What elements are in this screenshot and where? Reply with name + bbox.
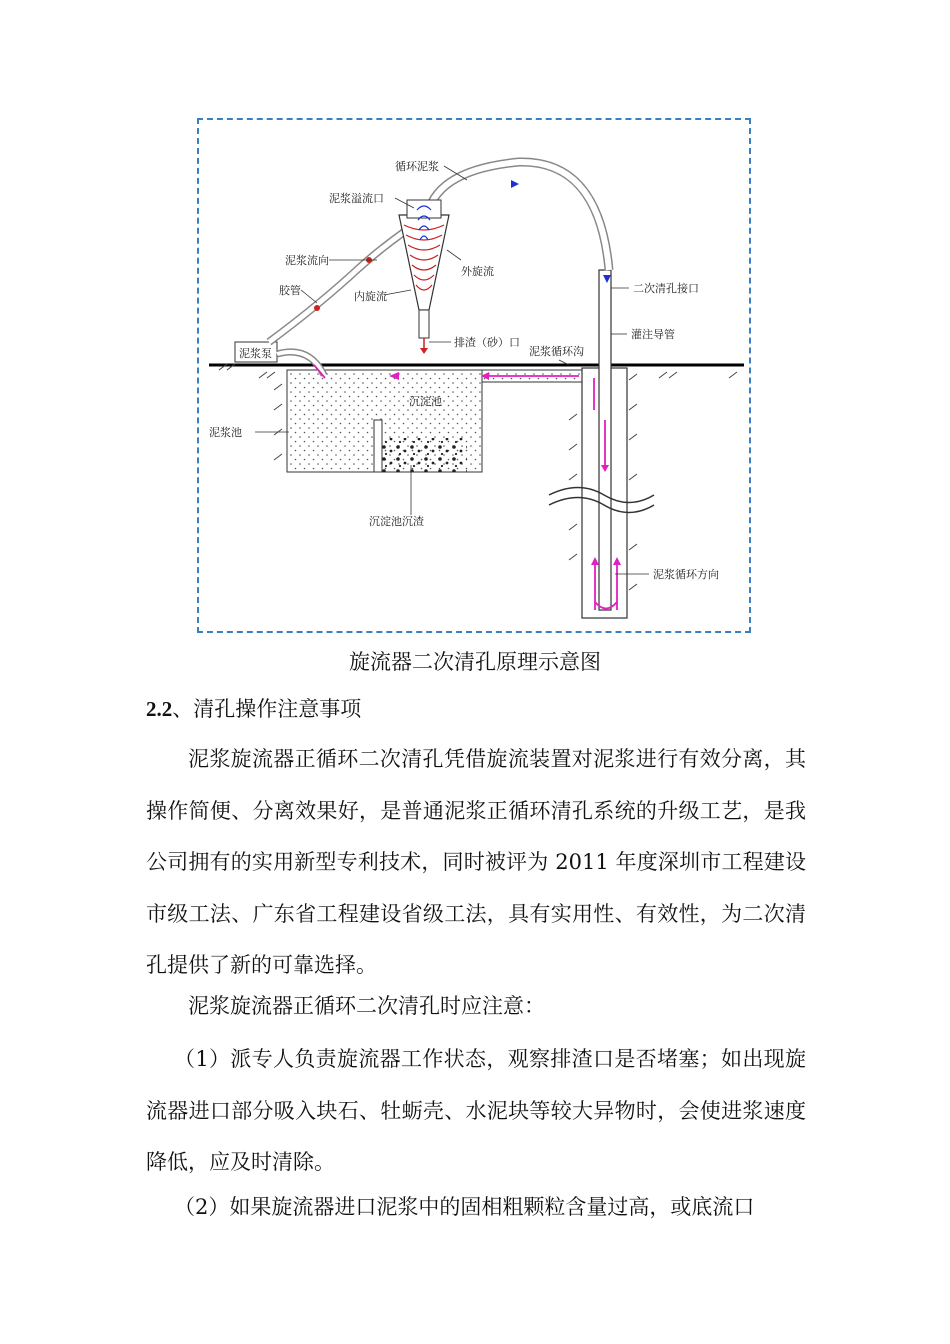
label-direction: 泥浆循环方向 — [653, 568, 719, 581]
label-channel: 泥浆循环沟 — [529, 345, 584, 358]
label-sediment: 沉淀池沉渣 — [369, 515, 424, 528]
label-tank: 泥浆池 — [209, 426, 242, 439]
label-hose: 胶管 — [279, 284, 301, 297]
section-number: 2.2 — [146, 697, 173, 721]
label-pump: 泥浆泵 — [239, 347, 272, 360]
label-discharge: 排渣（砂）口 — [454, 336, 520, 349]
paragraph-intro: 泥浆旋流器正循环二次清孔凭借旋流装置对泥浆进行有效分离，其操作简便、分离效果好，是普通泥浆正循环清孔系统的升级工艺，是我公司拥有的实用新型专利技术，同时被评为 2011 年度深圳市工程建设市级工法、广东省工程建设省级工法，具有实用性、有效性，为二次清孔提供了新的可靠选择。 — [146, 747, 806, 977]
section-title: 、清孔操作注意事项 — [172, 697, 362, 721]
label-settling-tank: 沉淀池 — [409, 395, 442, 408]
label-tremie: 灌注导管 — [631, 328, 675, 341]
sediment — [382, 438, 467, 472]
paragraph-notes-lead: 泥浆旋流器正循环二次清孔时应注意： — [188, 994, 545, 1018]
cyclone-diagram — [199, 120, 749, 631]
settling-wall — [374, 420, 382, 472]
section-heading — [146, 693, 361, 723]
label-inner-vortex: 内旋流 — [354, 290, 387, 303]
paragraph-item-1: （1）派专人负责旋流器工作状态，观察排渣口是否堵塞；如出现旋流器进口部分吸入块石、牡蛎壳、水泥块等较大异物时，会使进浆速度降低，应及时清除。 — [146, 1047, 806, 1174]
paragraph-item-2: （2）如果旋流器进口泥浆中的固相粗颗粒含量过高，或底流口 — [174, 1195, 755, 1219]
label-outer-vortex: 外旋流 — [461, 265, 494, 278]
figure-caption: 旋流器二次清孔原理示意图 — [349, 650, 601, 674]
label-circulating-mud: 循环泥浆 — [395, 160, 439, 173]
figure-frame — [197, 118, 751, 633]
cyclone-body — [399, 215, 449, 310]
label-joint: 二次清孔接口 — [633, 282, 699, 295]
label-mud-flow: 泥浆流向 — [285, 254, 329, 267]
label-overflow: 泥浆溢流口 — [329, 192, 384, 205]
